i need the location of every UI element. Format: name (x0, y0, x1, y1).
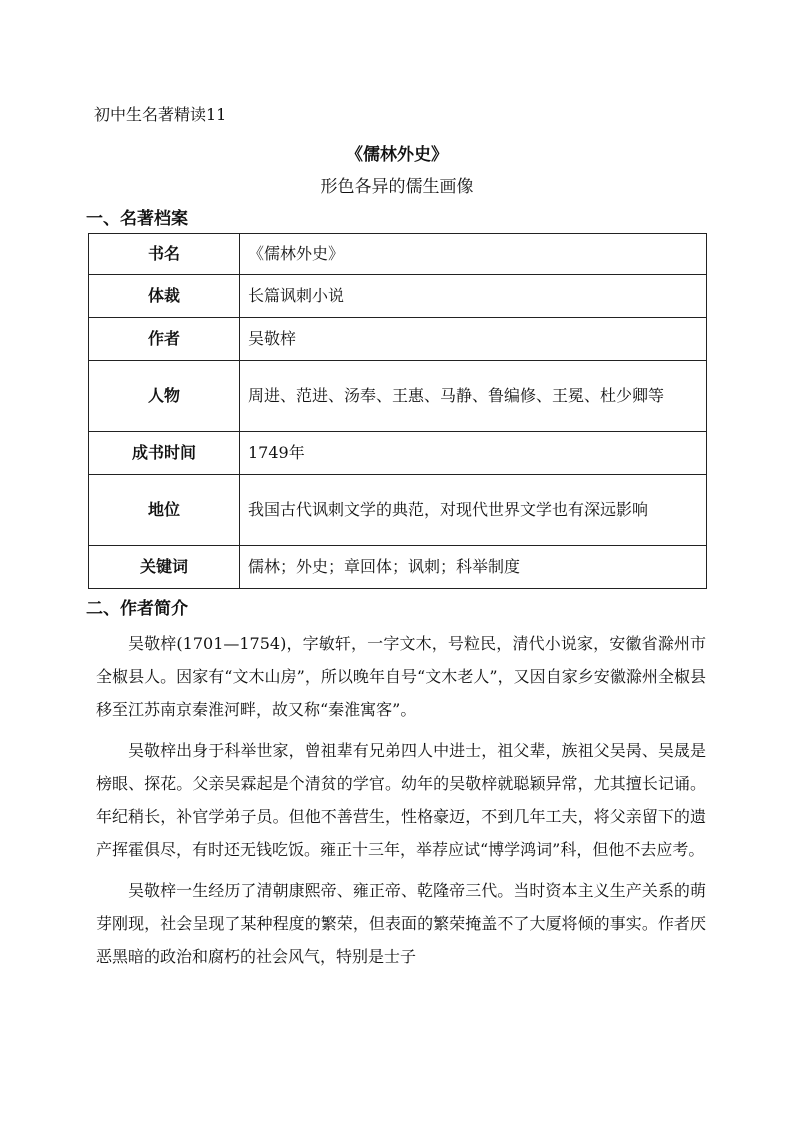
book-archive-table (88, 233, 707, 589)
row-value: 周进、范进、汤奉、王惠、马静、鲁编修、王冕、杜少卿等 (240, 361, 707, 432)
paragraph: 吴敬梓出身于科举世家，曾祖辈有兄弟四人中进士，祖父辈，族祖父吴昺、吴晟是榜眼、探花。父亲吴霖起是个清贫的学官。幼年的吴敬梓就聪颖异常，尤其擅长记诵。年纪稍长，补官学弟子员。但他不善营生，性格豪迈，不到几年工夫，将父亲留下的遗产挥霍俱尽，有时还无钱吃饭。雍正十三年，举荐应试“博学鸿词”科，但他不去应考。 (96, 741, 706, 859)
row-value: 我国古代讽刺文学的典范，对现代世界文学也有深远影响 (240, 475, 707, 546)
row-key: 书名 (89, 234, 240, 275)
section-heading-author: 二、作者简介 (86, 599, 188, 619)
row-key: 关键词 (89, 546, 240, 589)
row-value: 吴敬梓 (240, 318, 707, 361)
row-value: 长篇讽刺小说 (240, 275, 707, 318)
table-row (89, 432, 707, 475)
row-key: 人物 (89, 361, 240, 432)
author-biography (96, 627, 706, 981)
row-value: 1749年 (240, 432, 707, 475)
row-key: 作者 (89, 318, 240, 361)
table-row (89, 361, 707, 432)
row-key: 成书时间 (89, 432, 240, 475)
document-subtitle: 形色各异的儒生画像 (320, 177, 474, 197)
row-value: 儒林；外史；章回体；讽刺；科举制度 (240, 546, 707, 589)
table-row (89, 275, 707, 318)
table-row (89, 318, 707, 361)
paragraph: 吴敬梓一生经历了清朝康熙帝、雍正帝、乾隆帝三代。当时资本主义生产关系的萌芽刚现，社会呈现了某种程度的繁荣，但表面的繁荣掩盖不了大厦将倾的事实。作者厌恶黑暗的政治和腐朽的社会风气，特别是士子 (96, 881, 706, 966)
row-key: 体裁 (89, 275, 240, 318)
document-series-label: 初中生名著精读11 (94, 105, 227, 124)
table-row (89, 475, 707, 546)
table-row (89, 234, 707, 275)
book-title: 《儒林外史》 (346, 145, 448, 165)
table-row (89, 546, 707, 589)
row-value: 《儒林外史》 (240, 234, 707, 275)
section-heading-archive: 一、名著档案 (86, 209, 188, 229)
row-key: 地位 (89, 475, 240, 546)
paragraph: 吴敬梓(1701—1754)，字敏轩，一字文木，号粒民，清代小说家，安徽省滁州市全椒县人。因家有“文木山房”，所以晚年自号“文木老人”，又因自家乡安徽滁州全椒县移至江苏南京秦淮河畔，故又称“秦淮寓客”。 (96, 634, 706, 719)
